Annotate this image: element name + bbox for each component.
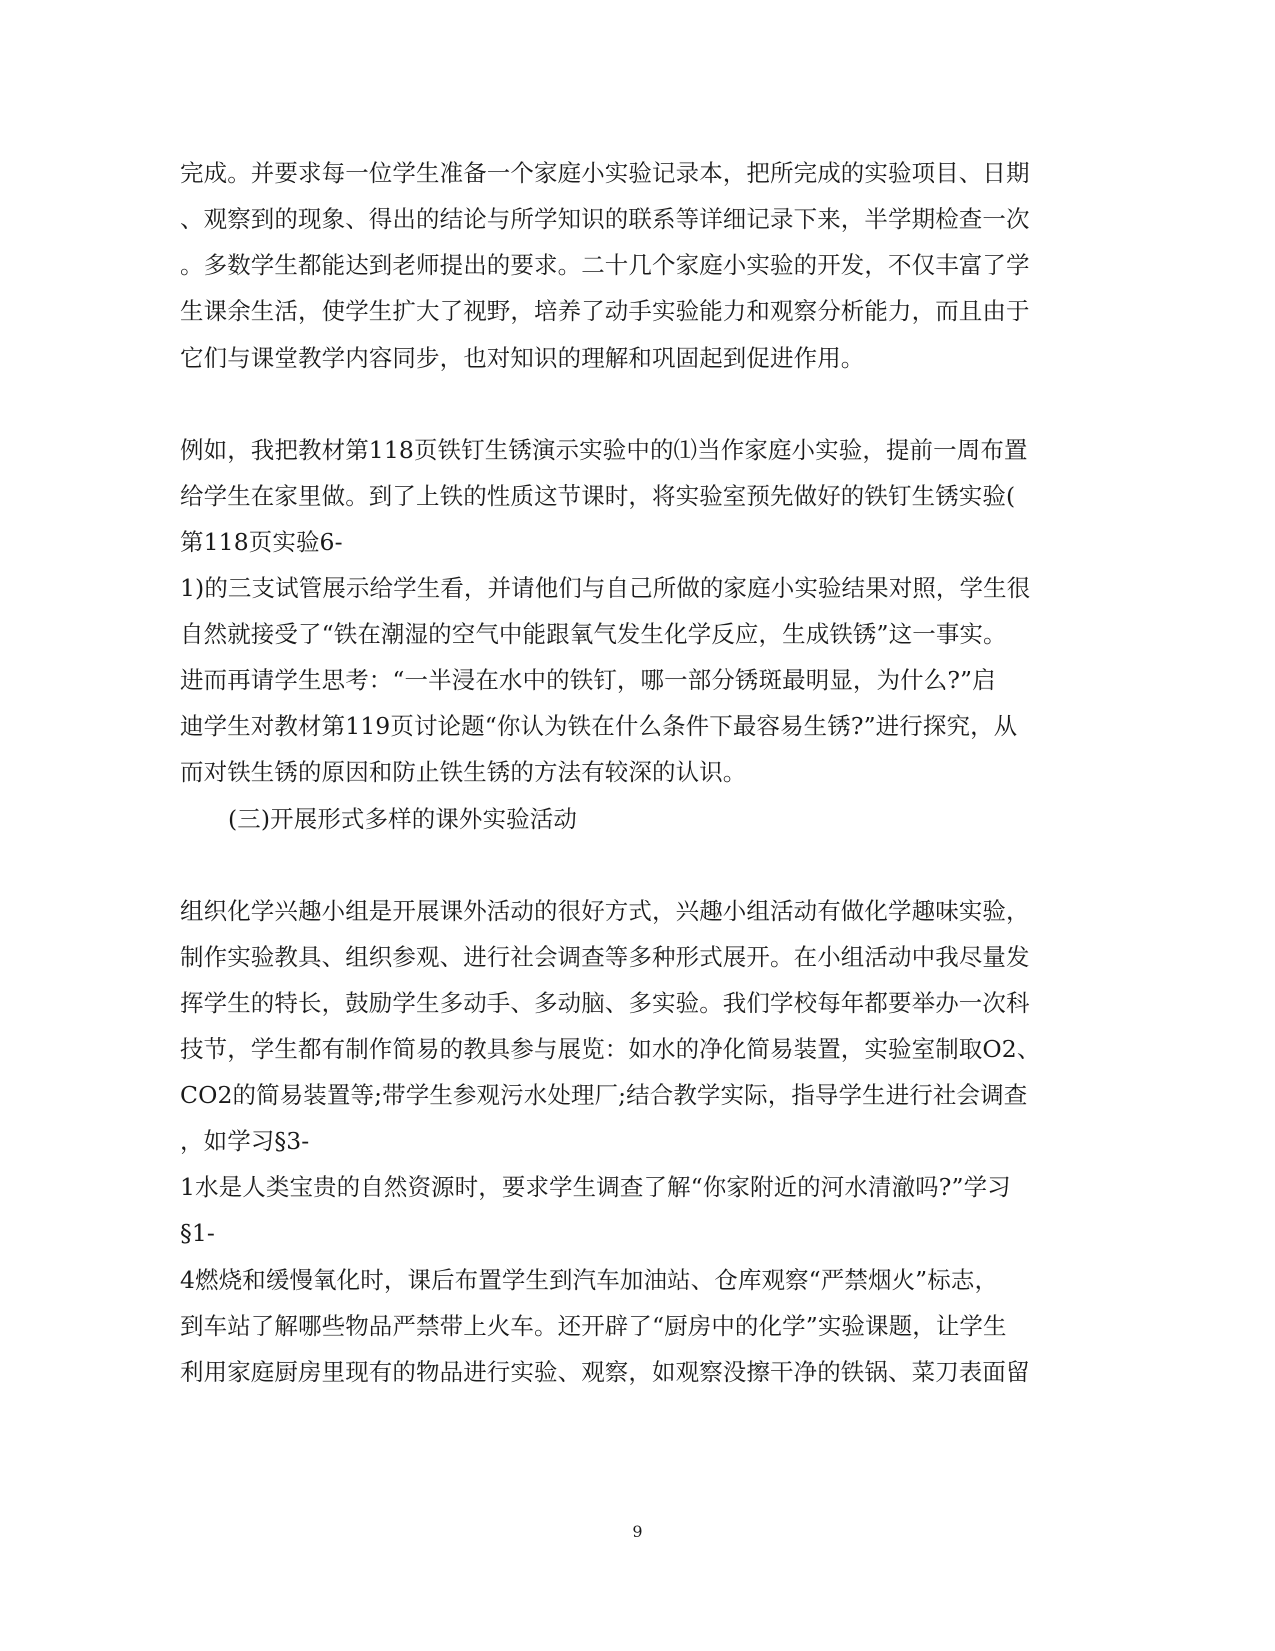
text-line: 进而再请学生思考：“一半浸在水中的铁钉，哪一部分锈斑最明显，为什么?”启	[180, 666, 996, 694]
text-line: 给学生在家里做。到了上铁的性质这节课时，将实验室预先做好的铁钉生锈实验(	[180, 482, 1016, 510]
text-line: 到车站了解哪些物品严禁带上火车。还开辟了“厨房中的化学”实验课题，让学生	[180, 1312, 1007, 1340]
page-number: 9	[632, 1522, 643, 1541]
text-line: 完成。并要求每一位学生准备一个家庭小实验记录本，把所完成的实验项目、日期	[180, 159, 1030, 187]
text-line: 制作实验教具、组织参观、进行社会调查等多种形式展开。在小组活动中我尽量发	[180, 943, 1030, 971]
text-line: 组织化学兴趣小组是开展课外活动的很好方式，兴趣小组活动有做化学趣味实验，	[180, 897, 1030, 925]
text-line: 利用家庭厨房里现有的物品进行实验、观察，如观察没擦干净的铁锅、菜刀表面留	[180, 1358, 1030, 1386]
text-line: 而对铁生锈的原因和防止铁生锈的方法有较深的认识。	[180, 758, 747, 786]
text-line: 生课余生活，使学生扩大了视野，培养了动手实验能力和观察分析能力，而且由于	[180, 297, 1030, 325]
text-line: 例如，我把教材第118页铁钉生锈演示实验中的⑴当作家庭小实验，提前一周布置	[180, 436, 1028, 464]
text-line: 1水是人类宝贵的自然资源时，要求学生调查了解“你家附近的河水清澈吗?”学习	[180, 1173, 1011, 1201]
text-line: CO2的简易装置等;带学生参观污水处理厂;结合教学实际，指导学生进行社会调查	[180, 1081, 1028, 1109]
section-heading: (三)开展形式多样的课外实验活动	[228, 805, 577, 833]
text-line: 自然就接受了“铁在潮湿的空气中能跟氧气发生化学反应，生成铁锈”这一事实。	[180, 620, 1007, 648]
text-line: §1-	[180, 1219, 215, 1247]
text-line: 4燃烧和缓慢氧化时，课后布置学生到汽车加油站、仓库观察“严禁烟火”标志，	[180, 1266, 999, 1294]
text-line: 挥学生的特长，鼓励学生多动手、多动脑、多实验。我们学校每年都要举办一次科	[180, 989, 1030, 1017]
text-line: 、观察到的现象、得出的结论与所学知识的联系等详细记录下来，半学期检查一次	[180, 205, 1030, 233]
text-line: 1)的三支试管展示给学生看，并请他们与自己所做的家庭小实验结果对照，学生很	[180, 574, 1031, 602]
text-line: 。多数学生都能达到老师提出的要求。二十几个家庭小实验的开发，不仅丰富了学	[180, 251, 1030, 279]
text-line: 技节，学生都有制作简易的教具参与展览：如水的净化简易装置，实验室制取O2、	[180, 1035, 1041, 1063]
text-line: ，如学习§3-	[180, 1127, 310, 1155]
text-line: 迪学生对教材第119页讨论题“你认为铁在什么条件下最容易生锈?”进行探究，从	[180, 712, 1018, 740]
text-line: 第118页实验6-	[180, 528, 343, 556]
text-line: 它们与课堂教学内容同步，也对知识的理解和巩固起到促进作用。	[180, 344, 865, 372]
